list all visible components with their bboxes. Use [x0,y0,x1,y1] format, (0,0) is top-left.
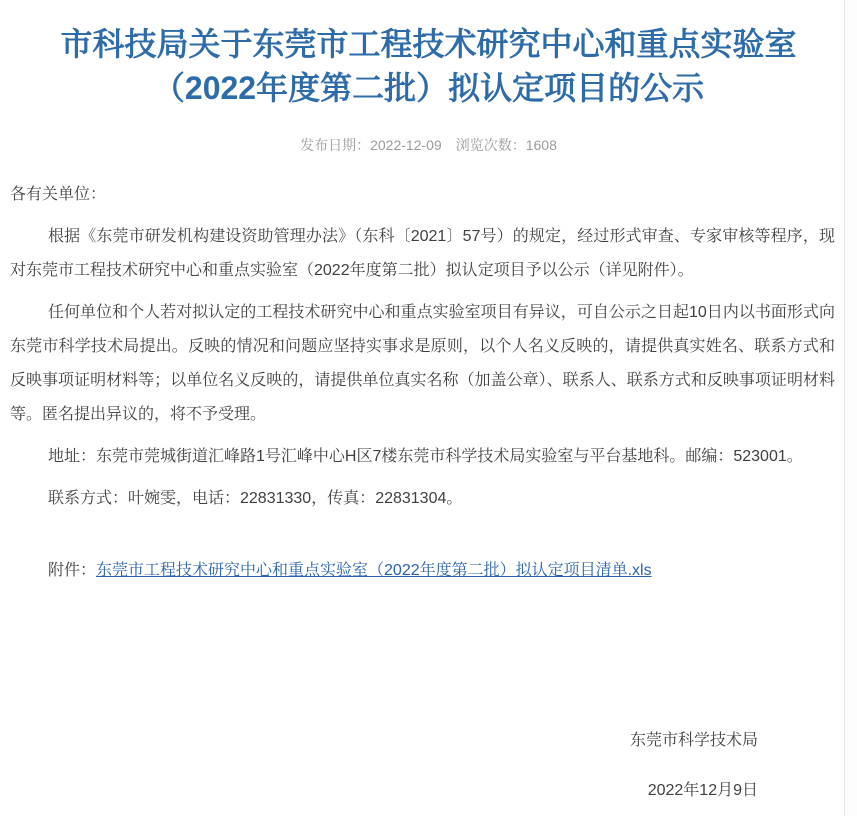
salutation: 各有关单位： [10,186,107,203]
page-title [28,22,829,110]
publish-meta [0,136,857,154]
views-value: 1608 [525,137,557,153]
attachment-label: 附件： [48,562,97,579]
attachment-link[interactable]: 东莞市工程技术研究中心和重点实验室（2022年度第二批）拟认定项目清单.xls [96,562,652,579]
paragraph-basis: 根据《东莞市研发机构建设资助管理办法》（东科〔2021〕57号）的规定，经过形式审查、专家审核等程序，现对东莞市工程技术研究中心和重点实验室（2022年度第二批）拟认定项目予以公示（详见附件）。 [10,228,835,279]
signature-org: 东莞市科学技术局 [629,732,758,749]
paragraph-address: 地址：东莞市莞城街道汇峰路1号汇峰中心H区7楼东莞市科学技术局实验室与平台基地科。邮编：523001。 [48,448,803,465]
publish-date-value: 2022-12-09 [370,137,442,153]
announcement-body [0,178,857,802]
paragraph-contact: 联系方式：叶婉雯，电话：22831330，传真：22831304。 [48,490,463,507]
publish-date-label: 发布日期： [300,137,371,153]
views-label: 浏览次数： [455,137,526,153]
paragraph-objection: 任何单位和个人若对拟认定的工程技术研究中心和重点实验室项目有异议，可自公示之日起10日内以书面形式向东莞市科学技术局提出。反映的情况和问题应坚持实事求是原则，以个人名义反映的，请提供真实姓名、联系方式和反映事项证明材料等；以单位名义反映的，请提供单位真实名称（加盖公章）、联系人、联系方式和反映事项证明材料等。匿名提出异议的，将不予受理。 [10,304,835,423]
scrollbar[interactable] [844,0,857,816]
page-title-line-1: 市科技局关于东莞市工程技术研究中心和重点实验室 [60,26,797,62]
page-title-line-2: （2022年度第二批）拟认定项目的公示 [152,70,705,106]
attachment-line [10,554,835,588]
signature-date: 2022年12月9日 [647,782,758,799]
signature-block [10,730,835,802]
